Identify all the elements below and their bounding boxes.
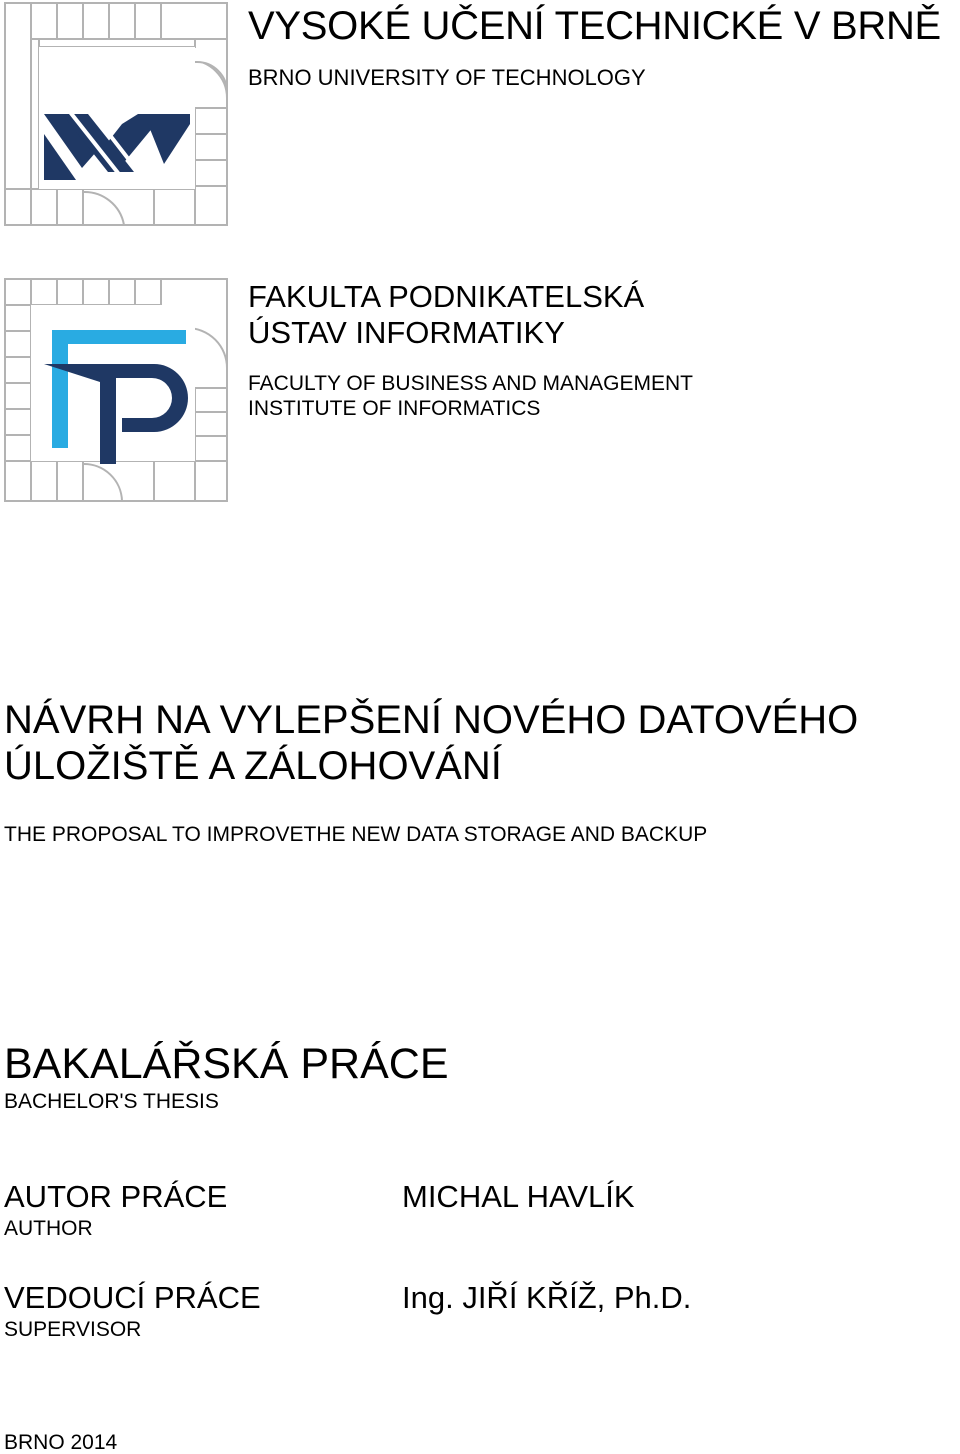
- institute-name-en: INSTITUTE OF INFORMATICS: [248, 397, 541, 420]
- place-and-year: BRNO 2014: [4, 1431, 118, 1454]
- thesis-title-cz-line2: ÚLOŽIŠTĚ A ZÁLOHOVÁNÍ: [4, 744, 502, 788]
- supervisor-label-en: SUPERVISOR: [4, 1318, 142, 1341]
- institute-name-cz: ÚSTAV INFORMATIKY: [248, 315, 565, 350]
- thesis-type-en: BACHELOR'S THESIS: [4, 1090, 219, 1113]
- university-name-cz: VYSOKÉ UČENÍ TECHNICKÉ V BRNĚ: [248, 4, 941, 48]
- author-label-cz: AUTOR PRÁCE: [4, 1179, 228, 1214]
- thesis-type-cz: BAKALÁŘSKÁ PRÁCE: [4, 1040, 449, 1088]
- author-name: MICHAL HAVLÍK: [402, 1179, 635, 1214]
- thesis-title-en: THE PROPOSAL TO IMPROVETHE NEW DATA STORAGE AND BACKUP: [4, 823, 708, 846]
- university-name-en: BRNO UNIVERSITY OF TECHNOLOGY: [248, 65, 646, 90]
- author-label-en: AUTHOR: [4, 1217, 93, 1240]
- faculty-name-en: FACULTY OF BUSINESS AND MANAGEMENT: [248, 372, 693, 395]
- thesis-title-cz-line1: NÁVRH NA VYLEPŠENÍ NOVÉHO DATOVÉHO: [4, 698, 859, 742]
- supervisor-label-cz: VEDOUCÍ PRÁCE: [4, 1280, 261, 1315]
- faculty-name-cz: FAKULTA PODNIKATELSKÁ: [248, 279, 645, 314]
- faculty-logo-icon: [4, 278, 228, 502]
- supervisor-name: Ing. JIŘÍ KŘÍŽ, Ph.D.: [402, 1280, 692, 1315]
- university-logo-icon: [4, 2, 228, 226]
